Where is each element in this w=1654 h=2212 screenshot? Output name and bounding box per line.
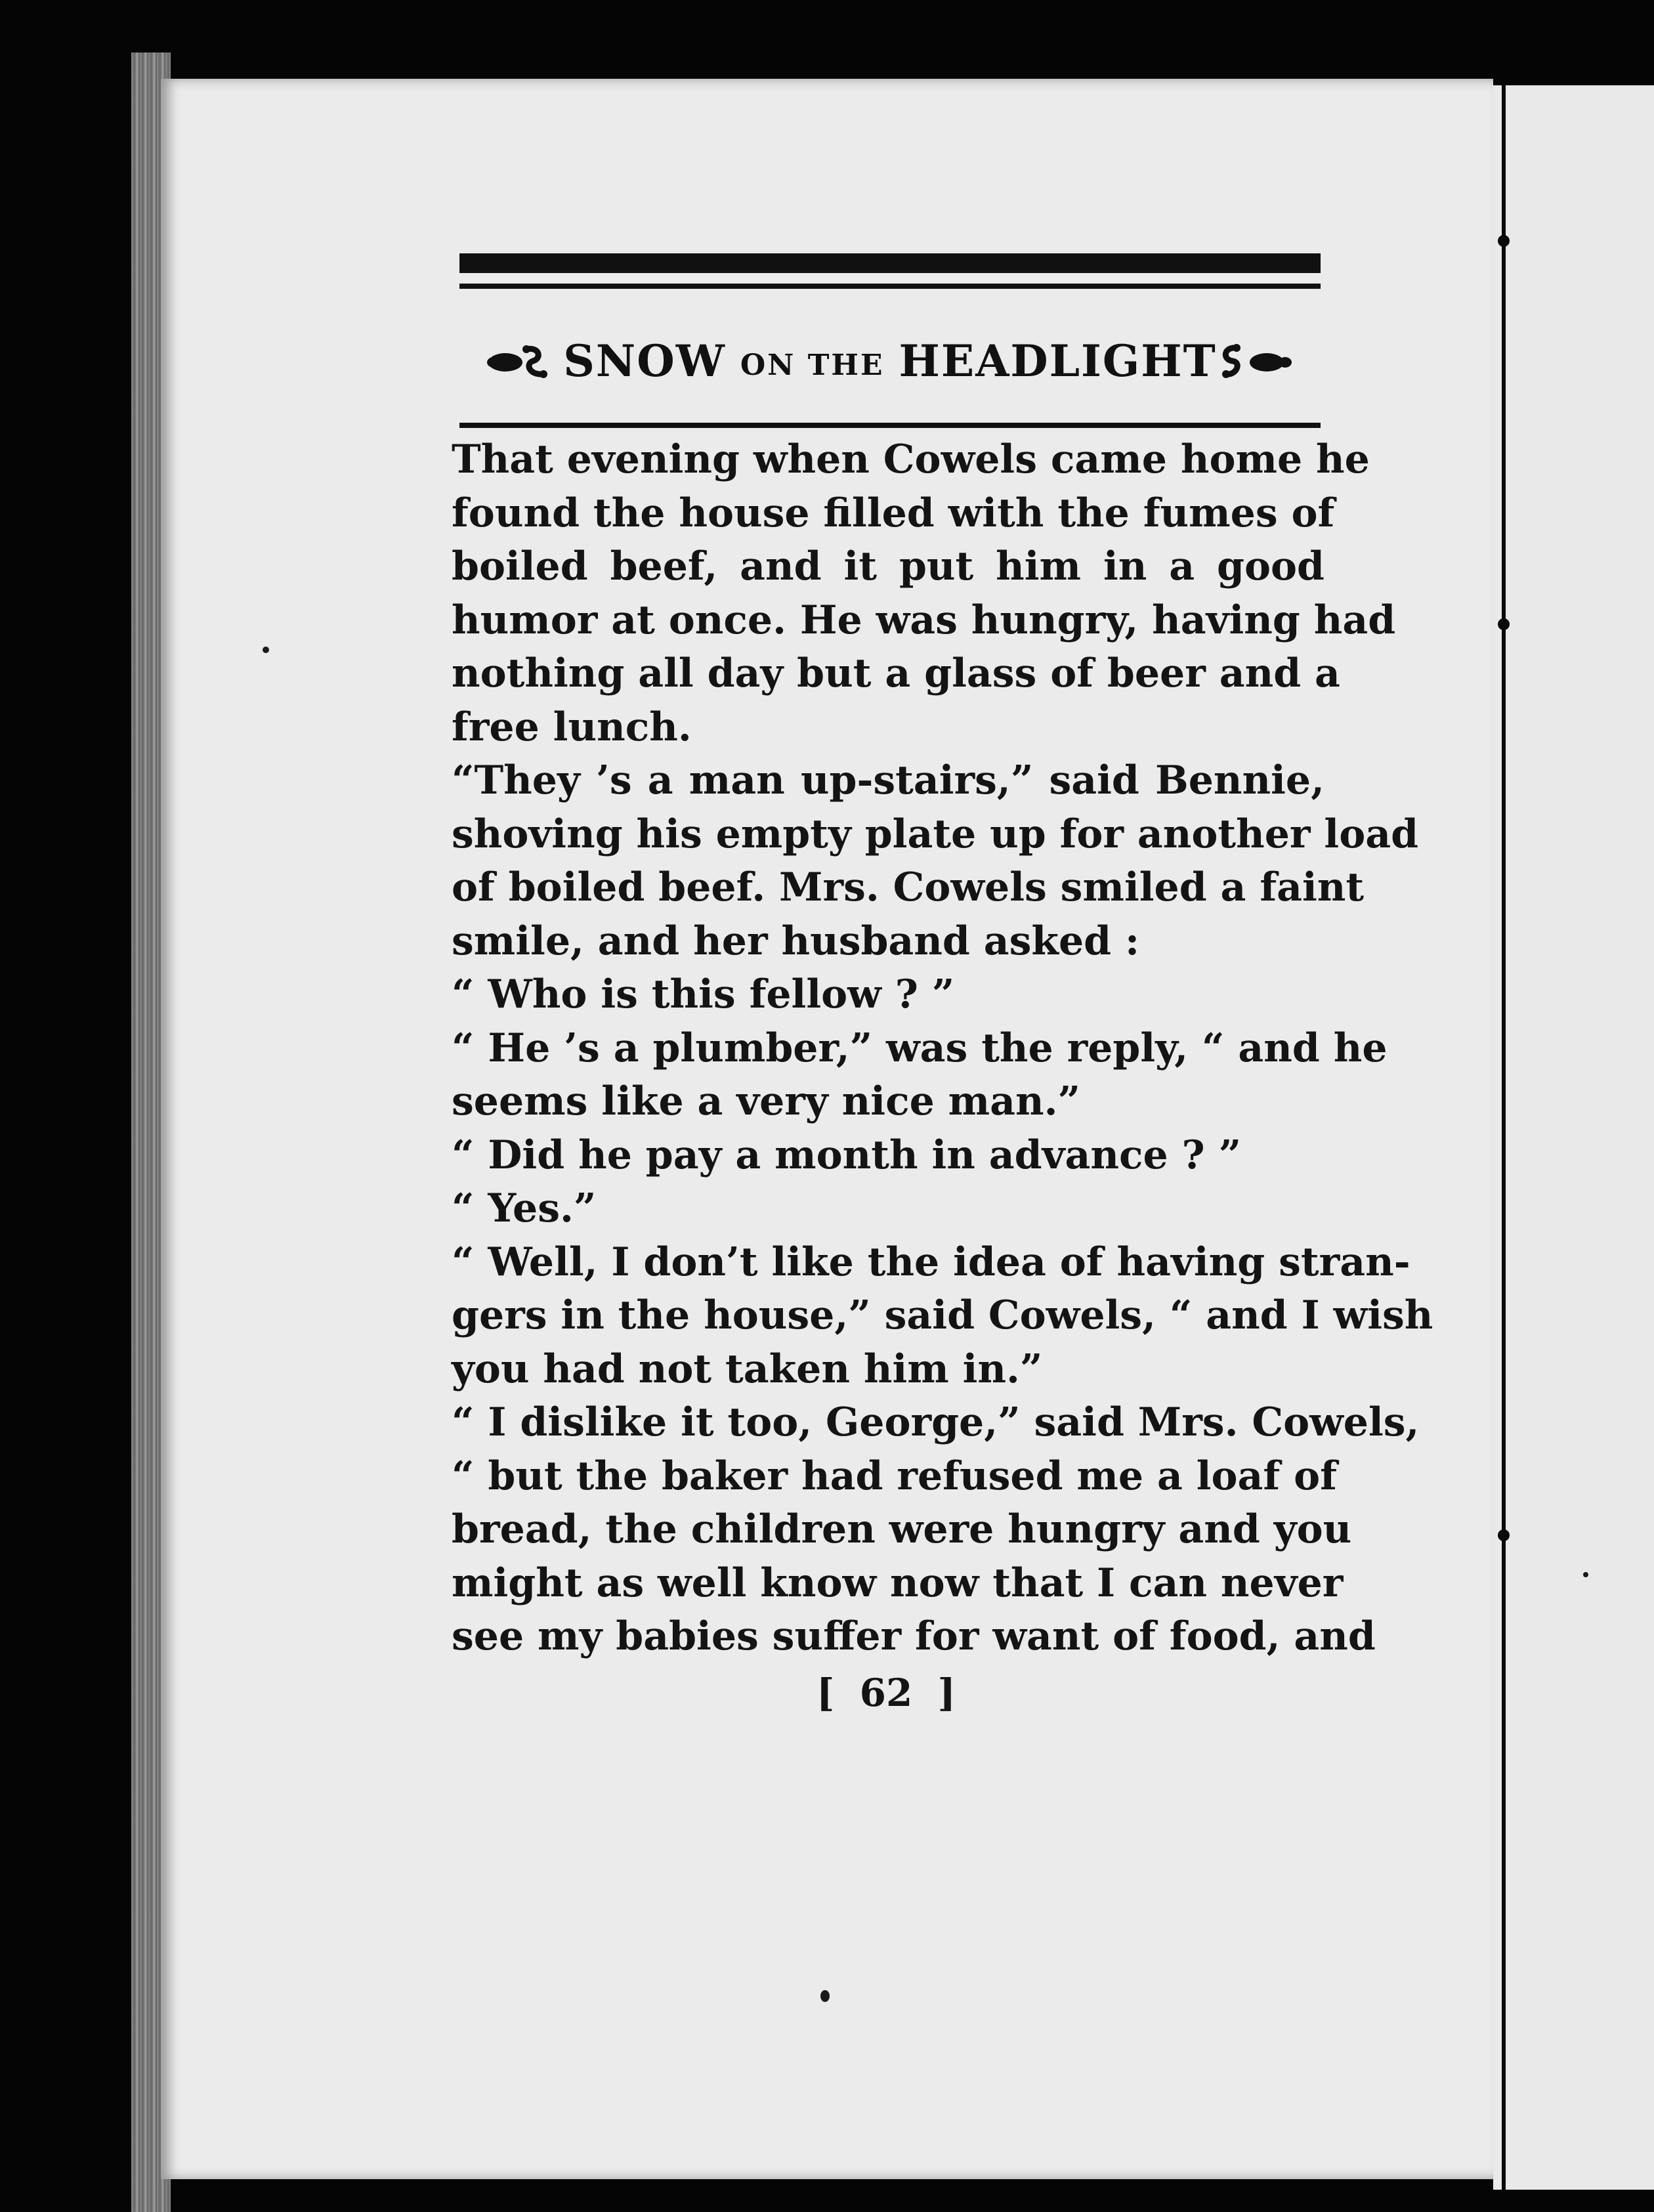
facing-page [1493, 85, 1654, 2190]
text-line: you had not taken him in.” [452, 1346, 1043, 1392]
text-line: smile, and her husband asked : [452, 918, 1140, 964]
paper-speck [820, 1990, 830, 2002]
text-line: nothing all day but a glass of beer and a [452, 650, 1340, 696]
fleuron-right-icon [1222, 341, 1294, 381]
text-line: free lunch. [452, 704, 692, 750]
text-line: might as well know now that I can never [452, 1560, 1344, 1606]
header-thick-rule [459, 253, 1321, 273]
text-line: “ Well, I don’t like the idea of having stran- [452, 1239, 1410, 1285]
text-line: “ but the baker had refused me a loaf of [452, 1453, 1337, 1499]
text-line: “ Yes.” [452, 1185, 597, 1231]
text-line: boiled beef, and it put him in a good [452, 543, 1325, 589]
text-line: “ He ’s a plumber,” was the reply, “ and he [452, 1025, 1388, 1071]
paper-speck [263, 647, 269, 653]
paper-speck [1583, 1572, 1588, 1577]
text-line: “ Who is this fellow ? ” [452, 971, 955, 1017]
text-line: “They ’s a man up-stairs,” said Bennie, [452, 757, 1325, 803]
gutter-dot-top [1498, 235, 1510, 247]
text-line: bread, the children were hungry and you [452, 1506, 1352, 1552]
text-line: “ Did he pay a month in advance ? ” [452, 1132, 1242, 1178]
page-number: [ 62 ] [816, 1670, 956, 1715]
text-line: of boiled beef. Mrs. Cowels smiled a faint [452, 864, 1365, 910]
text-line: found the house filled with the fumes of [452, 490, 1335, 536]
text-line: shoving his empty plate up for another load [452, 811, 1419, 857]
text-line: seems like a very nice man.” [452, 1078, 1081, 1124]
gutter-dot-lower [1498, 1529, 1510, 1541]
text-line: That evening when Cowels came home he [452, 436, 1370, 482]
gutter-dot-middle [1498, 618, 1510, 630]
header-title-on-the: ON THE [740, 348, 885, 382]
header-bottom-rule [459, 423, 1321, 428]
text-line: gers in the house,” said Cowels, “ and I wish [452, 1292, 1433, 1338]
text-line: “ I dislike it too, George,” said Mrs. Cowels, [452, 1399, 1420, 1445]
header-title-headlight: HEADLIGHT [899, 335, 1217, 387]
text-line: humor at once. He was hungry, having had [452, 597, 1396, 643]
body-text [452, 433, 1433, 1664]
header-thin-rule [459, 284, 1321, 289]
header-title-snow: SNOW [563, 335, 726, 387]
fleuron-left-icon [486, 341, 558, 381]
gutter-line [1502, 85, 1506, 2190]
running-header [459, 322, 1321, 400]
text-line: see my babies suffer for want of food, and [452, 1613, 1376, 1659]
